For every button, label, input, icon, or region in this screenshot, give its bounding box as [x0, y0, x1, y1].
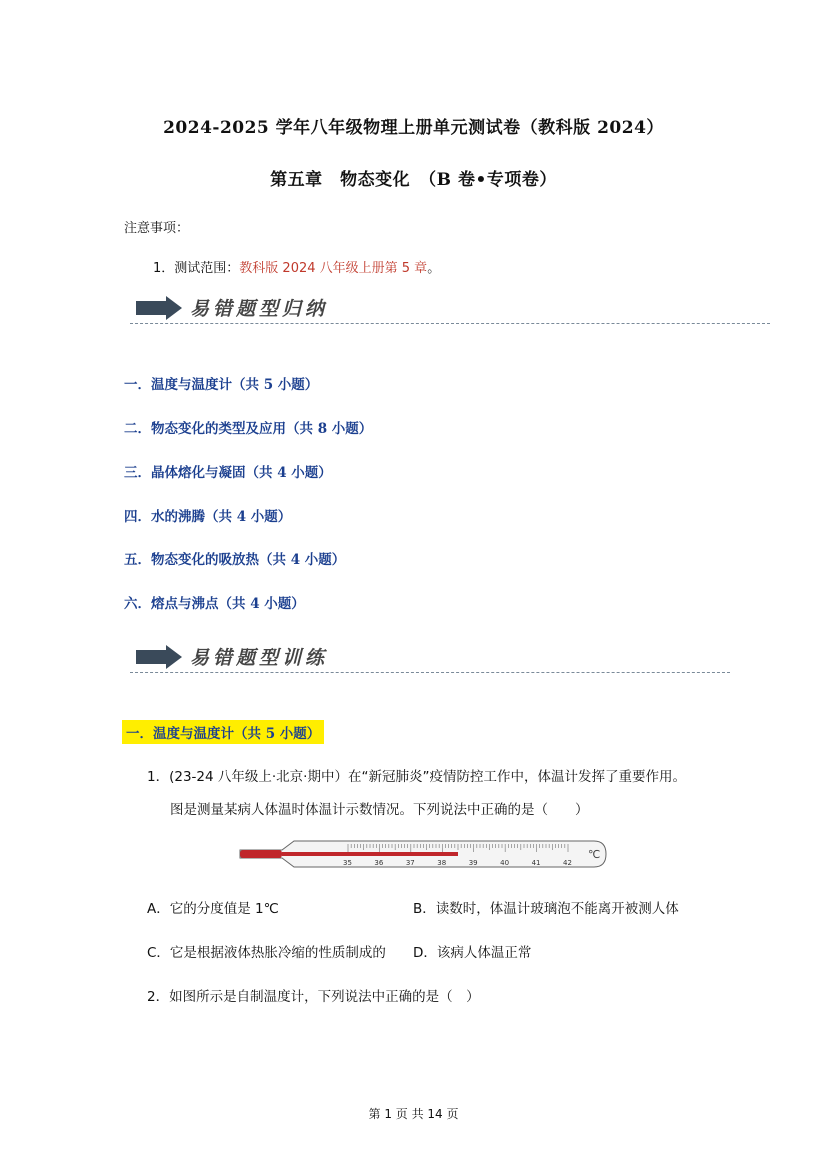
tick-label: 42 [563, 859, 572, 867]
scope-prefix: 测试范围： [174, 261, 240, 276]
option-c: C．它是根据液体热胀冷缩的性质制成的 [147, 945, 386, 961]
tick-label: 37 [405, 859, 415, 867]
tick-label: 39 [468, 859, 478, 867]
notice-label: 注意事项： [124, 221, 190, 236]
page-footer: 第 1 页 共 14 页 [368, 1107, 459, 1121]
arrow-icon [136, 645, 184, 669]
option-b: B．读数时，体温计玻璃泡不能离开被测人体 [413, 901, 679, 917]
thermometer-bulb [240, 850, 282, 858]
mercury-column [282, 852, 458, 856]
question-1-line-2: 图是测量某病人体温时体温计示数情况。下列说法中正确的是（ ） [170, 802, 589, 818]
tick-label: 36 [374, 859, 384, 867]
summary-item: 四．水的沸腾（共 4 小题） [124, 509, 292, 525]
summary-item: 一．温度与温度计（共 5 小题） [124, 377, 319, 393]
chapter-title: 第五章 物态变化 （B 卷•专项卷） [270, 170, 557, 190]
summary-item: 三．晶体熔化与凝固（共 4 小题） [124, 465, 332, 481]
question-1-line-1: 1．(23-24 八年级上·北京·期中）在“新冠肺炎”疫情防控工作中，体温计发挥了重要作用。 [147, 769, 686, 785]
option-d: D．该病人体温正常 [413, 945, 532, 961]
scope-line [153, 257, 440, 276]
arrow-icon [136, 296, 184, 320]
tick-label: 35 [343, 859, 352, 867]
question-2: 2．如图所示是自制温度计，下列说法中正确的是（ ） [147, 989, 480, 1005]
banner-summary [130, 288, 770, 328]
section-heading: 一．温度与温度计（共 5 小题） [122, 720, 324, 744]
banner-training [130, 637, 730, 677]
tick-label: 38 [437, 859, 447, 867]
tick-label: 41 [531, 859, 541, 867]
tick-label: 40 [500, 859, 510, 867]
summary-item: 二．物态变化的类型及应用（共 8 小题） [124, 421, 373, 437]
scope-suffix: 。 [427, 261, 441, 276]
banner-training-title: 易错题型训练 [190, 647, 329, 669]
scope-number: 1． [153, 261, 175, 276]
summary-item: 五．物态变化的吸放热（共 4 小题） [124, 552, 346, 568]
thermometer-unit: ℃ [588, 848, 601, 861]
thermometer-figure [238, 836, 610, 876]
banner-summary-title: 易错题型归纳 [190, 298, 329, 320]
option-a: A．它的分度值是 1℃ [147, 901, 279, 917]
scope-range: 教科版 2024 八年级上册第 5 章 [239, 261, 428, 276]
summary-item: 六．熔点与沸点（共 4 小题） [124, 596, 305, 612]
document-title: 2024-2025 学年八年级物理上册单元测试卷（教科版 2024） [163, 118, 664, 138]
